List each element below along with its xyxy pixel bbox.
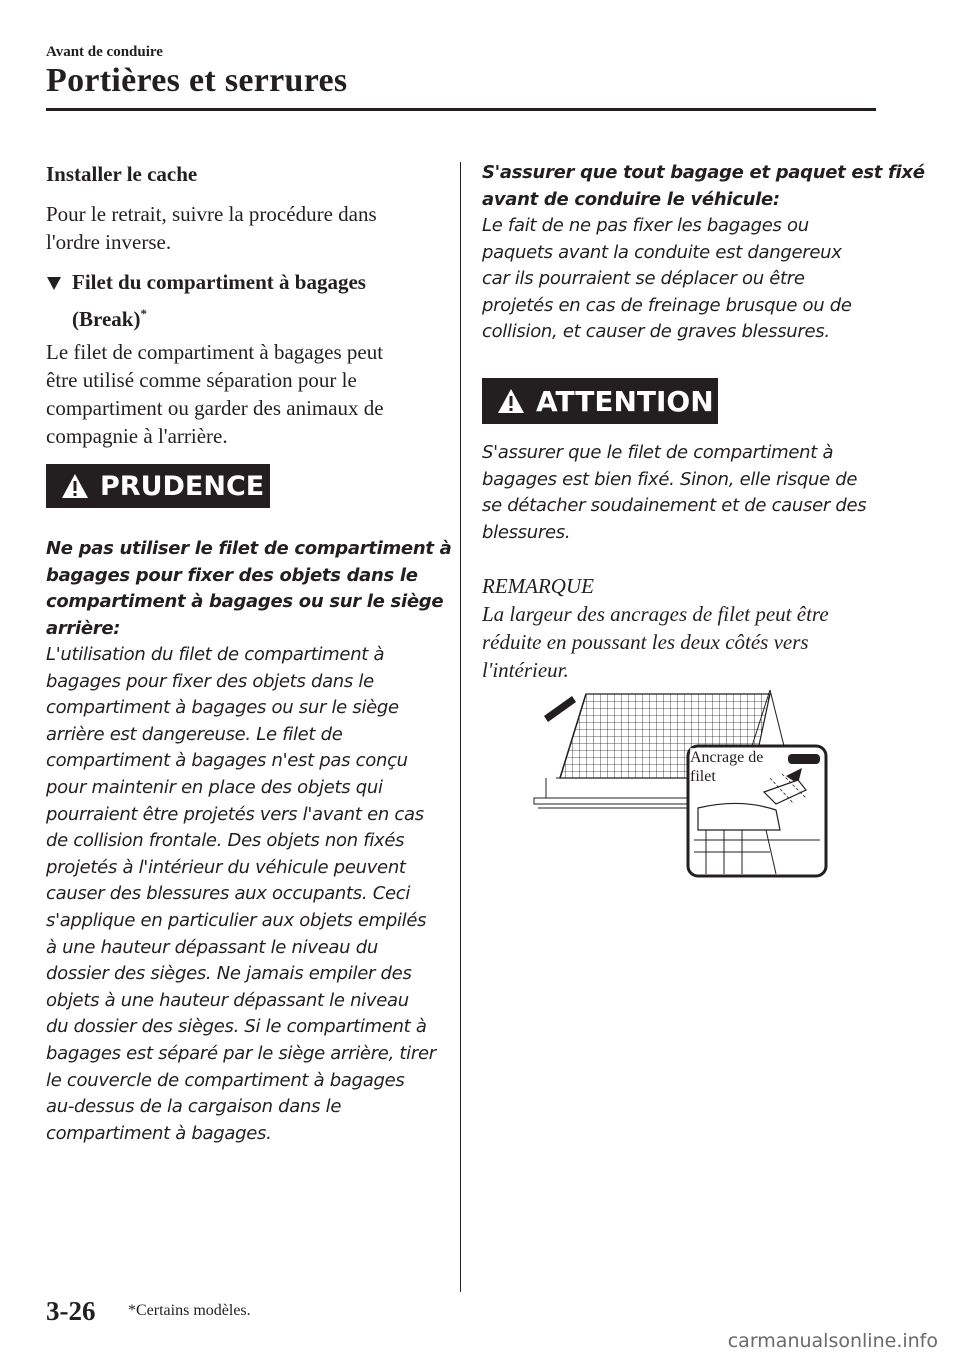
text-line: l'ordre inverse. — [46, 230, 172, 254]
text-line: blessures. — [482, 521, 571, 543]
text-line: S'assurer que le filet de compartiment à — [482, 442, 834, 463]
text-line: arrière est dangereuse. Le filet de — [46, 723, 343, 745]
attention-label: ATTENTION — [536, 384, 714, 418]
page-number: 3-26 — [46, 1296, 96, 1326]
subheading-line2: (Break) — [72, 307, 141, 331]
text-line: arrière: — [46, 617, 121, 639]
text-line: filet — [690, 768, 716, 785]
right-bold-warning — [482, 160, 925, 213]
subheading-row — [46, 300, 446, 333]
text-line: Le filet de compartiment à bagages peut — [46, 340, 384, 364]
text-line: S'assurer que tout bagage et paquet est fixé — [482, 162, 925, 183]
triangle-bullet-icon — [46, 275, 62, 291]
subheading-net — [46, 268, 446, 333]
text-line: l'intérieur. — [482, 658, 569, 682]
text-line: s'applique en particulier aux objets empilés — [46, 909, 427, 931]
text-line: compartiment à bagages ou sur le siège — [46, 697, 399, 719]
text-line: Ne pas utiliser le filet de compartiment à — [46, 538, 452, 559]
column-divider — [460, 162, 461, 1292]
text-line: pour maintenir en place des objets qui — [46, 776, 383, 798]
net-anchor-figure — [530, 680, 830, 880]
text-line: La largeur des ancrages de filet peut être — [482, 602, 829, 626]
text-line: Pour le retrait, suivre la procédure dans — [46, 202, 377, 226]
caution-bold-text — [46, 536, 451, 642]
subheading-line1: Filet du compartiment à bagages — [72, 270, 366, 294]
text-line: réduite en poussant les deux côtés vers — [482, 630, 809, 654]
text-line: être utilisé comme séparation pour le — [46, 368, 357, 392]
footnote: *Certains modèles. — [128, 1302, 251, 1319]
text-line: avant de conduire le véhicule: — [482, 188, 780, 210]
text-line: objets à une hauteur dépassant le niveau — [46, 989, 409, 1011]
note-block — [482, 572, 829, 684]
text-line: L'utilisation du filet de compartiment à — [46, 644, 385, 665]
text-line: bagages pour fixer des objets dans le — [46, 670, 374, 692]
text-line: compartiment à bagages. — [46, 1122, 272, 1144]
heading-install-cover: Installer le cache — [46, 162, 198, 186]
text-line: collision, et causer de graves blessures. — [482, 321, 830, 343]
text-line: bagages est séparé par le siège arrière, tirer — [46, 1042, 436, 1064]
text-line: compartiment à bagages n'est pas conçu — [46, 750, 408, 772]
body-paragraph — [46, 338, 384, 450]
text-line: bagages pour fixer des objets dans le — [46, 564, 418, 586]
text-line: bagages est bien fixé. Sinon, elle risque de — [482, 468, 858, 490]
text-line: car ils pourraient se déplacer ou être — [482, 268, 805, 290]
text-line: de collision frontale. Des objets non fixés — [46, 830, 405, 852]
text-line: Le fait de ne pas fixer les bagages ou — [482, 215, 809, 236]
anchor-label — [690, 748, 763, 786]
caution-banner — [46, 464, 270, 508]
text-line: paquets avant la conduite est dangereux — [482, 241, 842, 263]
text-line: compartiment à bagages ou sur le siège — [46, 591, 444, 613]
watermark: carmanualsonline.info — [727, 1330, 938, 1352]
warning-triangle-icon — [496, 387, 526, 415]
text-line: pourraient être projetés vers l'avant en cas — [46, 803, 424, 825]
warning-triangle-icon — [60, 472, 90, 500]
model-asterisk: * — [140, 306, 147, 321]
text-line: projetés à l'intérieur du véhicule peuvent — [46, 856, 406, 878]
text-line: au-dessus de la cargaison dans le — [46, 1096, 342, 1118]
text-line: causer des blessures aux occupants. Ceci — [46, 883, 411, 905]
text-line: projetés en cas de freinage brusque ou de — [482, 294, 852, 316]
text-line: compagnie à l'arrière. — [46, 424, 228, 448]
chapter-title: Portières et serrures — [46, 62, 348, 99]
attention-text — [482, 440, 866, 546]
section-label: Avant de conduire — [46, 44, 163, 60]
intro-paragraph — [46, 200, 377, 256]
text-line: Ancrage de — [690, 749, 764, 766]
header-rule — [46, 108, 876, 111]
attention-banner — [482, 378, 718, 424]
cargo-net-illustration — [530, 680, 830, 880]
text-line: compartiment ou garder des animaux de — [46, 396, 384, 420]
right-warning-text — [482, 213, 852, 346]
text-line: se détacher soudainement et de causer des — [482, 495, 867, 517]
text-line: le couvercle de compartiment à bagages — [46, 1069, 405, 1091]
caution-label: PRUDENCE — [100, 470, 265, 502]
text-line: à une hauteur dépassant le niveau du — [46, 936, 378, 958]
note-label: REMARQUE — [482, 574, 594, 598]
caution-body-text — [46, 642, 436, 1147]
subheading-row — [46, 268, 446, 296]
text-line: du dossier des sièges. Si le compartiment à — [46, 1016, 427, 1038]
text-line: dossier des sièges. Ne jamais empiler des — [46, 963, 412, 985]
